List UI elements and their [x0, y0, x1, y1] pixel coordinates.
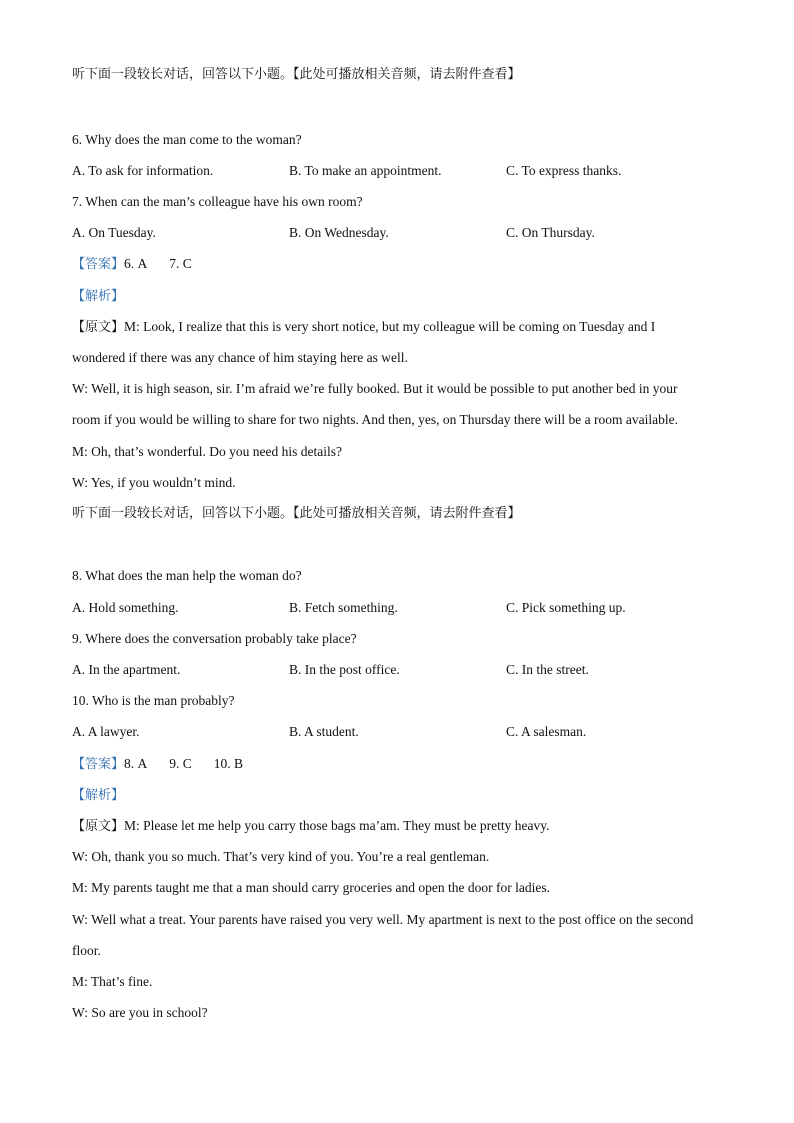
question-7: 7. When can the man’s colleague have his own room?: [72, 194, 363, 209]
q7-option-b: B. On Wednesday.: [289, 225, 389, 240]
analysis-line: [72, 786, 124, 805]
transcript-text: M: Please let me help you carry those bags ma’am. They must be pretty heavy.: [124, 818, 550, 833]
q8-option-c: C. Pick something up.: [506, 600, 626, 615]
q6-option-a: A. To ask for information.: [72, 163, 214, 178]
answer-value: 6. A: [124, 256, 148, 271]
q9-option-a: A. In the apartment.: [72, 662, 181, 677]
answer-value: 9. C: [169, 756, 192, 771]
q9-option-c: C. In the street.: [506, 662, 589, 677]
q10-option-a: A. A lawyer.: [72, 724, 140, 739]
q8-option-b: B. Fetch something.: [289, 600, 398, 615]
transcript-line: [72, 318, 655, 337]
question-6: 6. Why does the man come to the woman?: [72, 132, 302, 147]
answer-value: 10. B: [213, 756, 244, 771]
transcript-line: W: Yes, if you wouldn’t mind.: [72, 475, 236, 490]
q6-option-b: B. To make an appointment.: [289, 163, 442, 178]
transcript-line: floor.: [72, 943, 101, 958]
answer-value: 8. A: [124, 756, 148, 771]
q6-option-c: C. To express thanks.: [506, 163, 622, 178]
original-tag: 【原文】: [72, 819, 125, 834]
question-10: 10. Who is the man probably?: [72, 693, 235, 708]
transcript-line: W: Oh, thank you so much. That’s very kind of you. You’re a real gentleman.: [72, 849, 490, 864]
q7-option-a: A. On Tuesday.: [72, 225, 156, 240]
q8-option-a: A. Hold something.: [72, 600, 179, 615]
question-9: 9. Where does the conversation probably take place?: [72, 631, 357, 646]
transcript-line: M: My parents taught me that a man should carry groceries and open the door for ladies.: [72, 880, 550, 895]
transcript-line: wondered if there was any chance of him staying here as well.: [72, 350, 408, 365]
analysis-tag: 【解析】: [72, 289, 125, 304]
answer-line: [72, 255, 192, 274]
answer-tag: 【答案】: [72, 257, 125, 272]
transcript-line: room if you would be willing to share for two nights. And then, yes, on Thursday there will be a room available.: [72, 412, 679, 427]
answer-tag: 【答案】: [72, 757, 125, 772]
original-tag: 【原文】: [72, 320, 125, 335]
transcript-text: M: Look, I realize that this is very short notice, but my colleague will be coming on Tuesday and I: [124, 319, 656, 334]
q10-option-b: B. A student.: [289, 724, 359, 739]
transcript-line: W: Well, it is high season, sir. I’m afraid we’re fully booked. But it would be possible to put another bed in your: [72, 381, 678, 396]
analysis-tag: 【解析】: [72, 788, 125, 803]
instruction-text: 听下面一段较长对话，回答以下小题。【此处可播放相关音频，请去附件查看】: [72, 67, 521, 82]
q10-option-c: C. A salesman.: [506, 724, 587, 739]
q7-option-c: C. On Thursday.: [506, 225, 595, 240]
transcript-line: W: Well what a treat. Your parents have raised you very well. My apartment is next to the post office on the second: [72, 912, 694, 927]
analysis-line: [72, 287, 124, 306]
instruction-text: 听下面一段较长对话，回答以下小题。【此处可播放相关音频，请去附件查看】: [72, 506, 521, 521]
transcript-line: M: Oh, that’s wonderful. Do you need his details?: [72, 444, 342, 459]
question-8: 8. What does the man help the woman do?: [72, 568, 302, 583]
answer-line: [72, 755, 243, 774]
transcript-line: [72, 817, 550, 836]
answer-value: 7. C: [169, 256, 192, 271]
transcript-line: W: So are you in school?: [72, 1005, 208, 1020]
transcript-line: M: That’s fine.: [72, 974, 153, 989]
q9-option-b: B. In the post office.: [289, 662, 400, 677]
